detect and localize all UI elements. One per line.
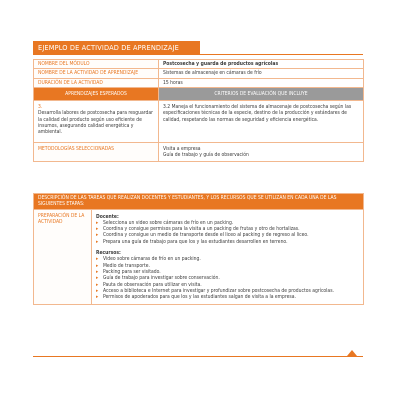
list-item: ▸ Medio de transporte.	[96, 263, 359, 269]
docente-list	[96, 220, 359, 245]
descripcion-header: DESCRIPCIÓN DE LAS TAREAS QUE REALIZAN DOCENTES Y ESTUDIANTES, Y LOS RECURSOS QUE SE UTILIZAN EN CADA UNA DE LAS SIGUIENTES ETAPAS:	[34, 194, 364, 210]
list-item: ▸ Pauta de observación para utilizar en visita.	[96, 282, 359, 288]
aprendizaje-text: Desarrolla labores de postcosecha para resguardar la calidad del producto según uso eficiente de insumos, asegurando calidad energética y ambiental.	[38, 110, 153, 136]
recursos-title: Recursos:	[96, 250, 121, 257]
list-item: ▸ Coordina y consigue permisos para la visita a un packing de frutas y otro de hortalizas.	[96, 226, 359, 232]
list-item: ▸ Guía de trabajo para investigar sobre conservación.	[96, 275, 359, 281]
recursos-list	[96, 256, 359, 300]
metodologias-cell	[159, 142, 364, 162]
actividad-label: NOMBRE DE LA ACTIVIDAD DE APRENDIZAJE	[34, 69, 159, 78]
metodologia-item: Visita a empresa	[163, 145, 201, 152]
table-row	[34, 101, 364, 142]
preparacion-cell	[92, 209, 364, 305]
list-item: ▸ Coordina y consigue un medio de transporte desde el liceo al packing y de regreso al liceo.	[96, 232, 359, 238]
table-row	[34, 78, 364, 87]
duracion-label: DURACIÓN DE LA ACTIVIDAD	[34, 78, 159, 87]
list-item: ▸ Acceso a biblioteca e Internet para investigar y profundizar sobre postcosecha de productos agrícolas.	[96, 288, 359, 294]
aprendizaje-cell	[34, 101, 159, 142]
docente-title: Docente:	[96, 213, 119, 220]
list-item: ▸ Prepara una guía de trabajo para que los y las estudiantes desarrollen en terreno.	[96, 239, 359, 245]
table-row	[34, 142, 364, 162]
descripcion-table	[33, 193, 364, 305]
list-item: ▸ Video sobre cámaras de frío en un packing.	[96, 256, 359, 262]
table-row	[34, 209, 364, 305]
list-item: ▸ Selecciona un video sobre cámaras de frío en un packing.	[96, 220, 359, 226]
table-row	[34, 194, 364, 210]
triangle-marker-icon	[347, 350, 357, 356]
duracion-value: 15 horas	[159, 78, 364, 87]
criterios-header: CRITERIOS DE EVALUACIÓN QUE INCLUYE	[159, 87, 364, 100]
metodologias-label: METODOLOGÍAS SELECCIONADAS	[34, 142, 159, 162]
aprendizajes-header: APRENDIZAJES ESPERADOS	[34, 87, 159, 100]
info-table	[33, 59, 364, 162]
preparacion-label: PREPARACIÓN DE LA ACTIVIDAD	[34, 209, 92, 305]
modulo-label: NOMBRE DEL MÓDULO	[34, 60, 159, 69]
criterio-text: 3.2 Maneja el funcionamiento del sistema de almacenaje de postcosecha según las especificaciones técnicas de la especie, destino de la producción y estándares de calidad, respetando las normas de seguridad y eficiencia energética.	[163, 104, 352, 123]
criterio-cell	[159, 101, 364, 142]
metodologia-item: Guía de trabajo y guía de observación	[163, 151, 249, 158]
list-item: ▸ Packing para ser visitado.	[96, 269, 359, 275]
bottom-rule	[33, 356, 363, 357]
list-item: ▸ Permisos de apoderados para que los y las estudiantes salgan de visita a la empresa.	[96, 294, 359, 300]
title-rule	[200, 54, 363, 55]
modulo-value: Postcosecha y guarda de productos agrícolas	[159, 60, 364, 69]
table-row	[34, 69, 364, 78]
page-title: EJEMPLO DE ACTIVIDAD DE APRENDIZAJE	[33, 41, 200, 55]
aprendizaje-number: 3.	[38, 104, 43, 111]
table-row	[34, 87, 364, 100]
actividad-value: Sistemas de almacenaje en cámaras de frío	[159, 69, 364, 78]
table-row	[34, 60, 364, 69]
